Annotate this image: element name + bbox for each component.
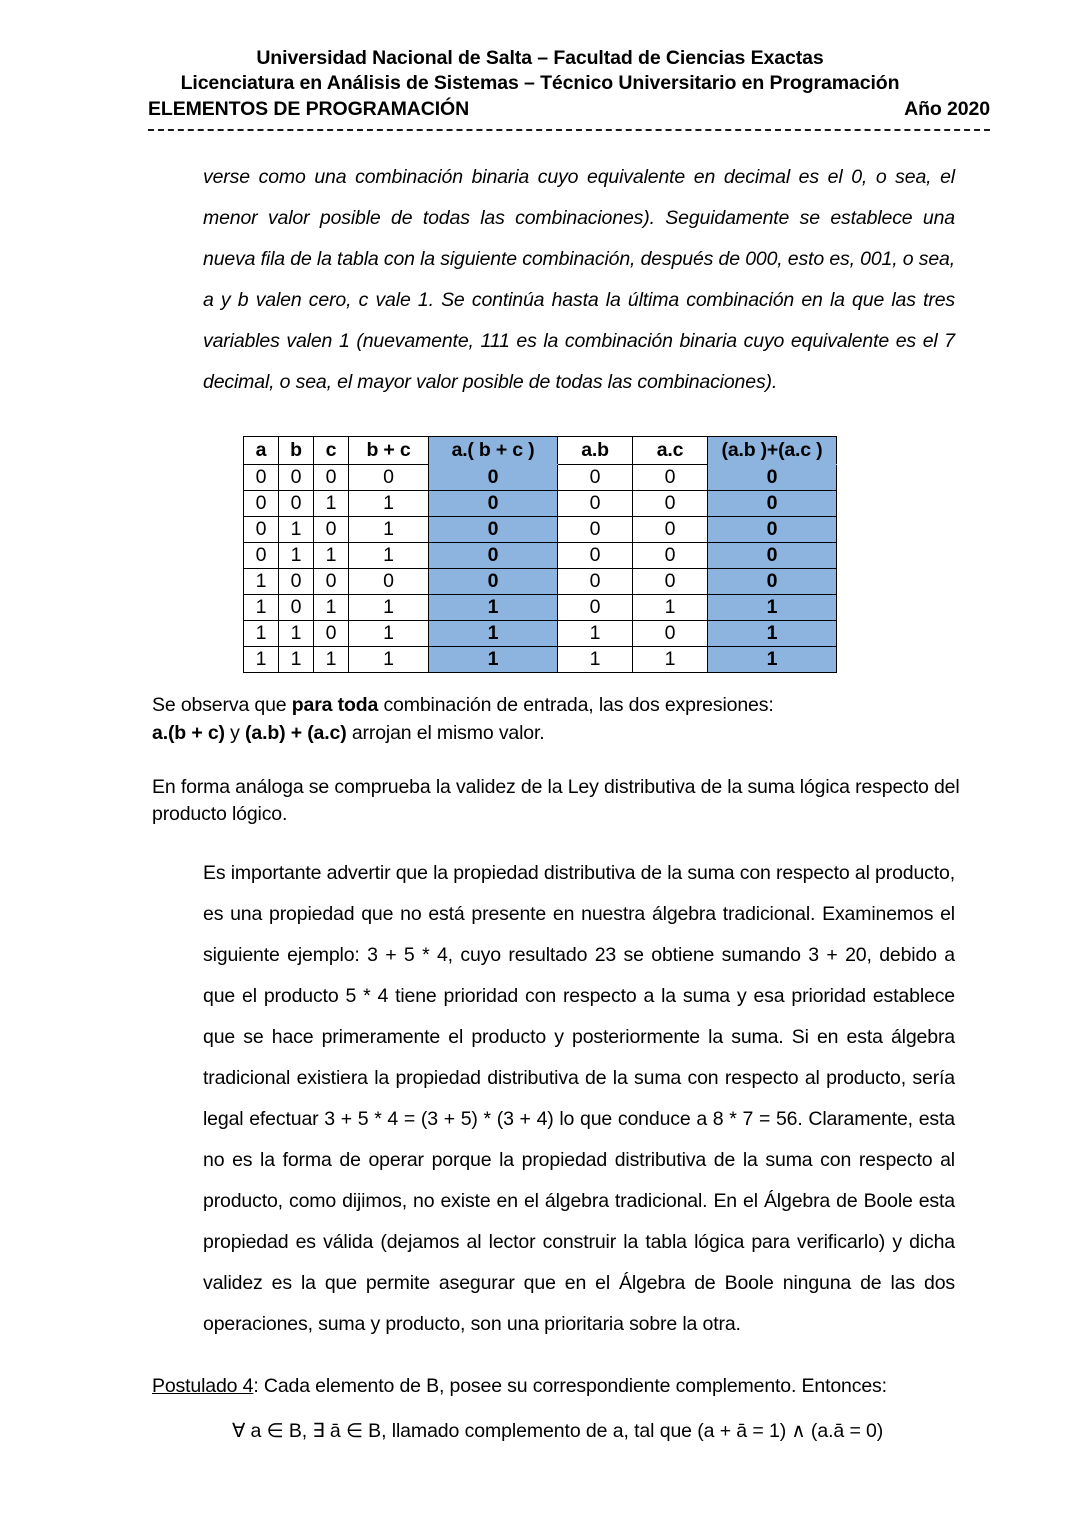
col-header-c: c <box>314 437 349 465</box>
col-header-ac: a.c <box>633 437 708 465</box>
cell-c: 1 <box>314 595 349 621</box>
cell-c: 0 <box>314 569 349 595</box>
cell-a-times-b-plus-c: 0 <box>429 569 558 595</box>
cell-ac: 0 <box>633 465 708 491</box>
table-row <box>244 543 837 569</box>
cell-ab-plus-ac: 0 <box>708 569 837 595</box>
cell-a-times-b-plus-c: 1 <box>429 595 558 621</box>
cell-a: 1 <box>244 569 279 595</box>
cell-a: 1 <box>244 595 279 621</box>
cell-ac: 0 <box>633 543 708 569</box>
cell-a: 0 <box>244 491 279 517</box>
intro-paragraph: verse como una combinación binaria cuyo equivalente en decimal es el 0, o sea, el menor valor posible de todas las combinaciones). Seguidamente se establece una nueva fila de la tabla con la siguiente combinación, después de 000, esto es, 001, o sea, a y b valen cero, c vale 1. Se continúa hasta la última combinación en la que las tres variables valen 1 (nuevamente, 111 es la combinación binaria cuyo equivalente es el 7 decimal, o sea, el mayor valor posible de todas las combinaciones). <box>203 166 956 393</box>
table-row <box>244 491 837 517</box>
cell-a-times-b-plus-c: 1 <box>429 647 558 673</box>
cell-a: 1 <box>244 647 279 673</box>
table-row <box>244 517 837 543</box>
cell-b-plus-c: 0 <box>349 465 429 491</box>
table-row <box>244 595 837 621</box>
cell-ab-plus-ac: 1 <box>708 647 837 673</box>
truth-table-head <box>244 437 837 465</box>
cell-c: 1 <box>314 491 349 517</box>
cell-c: 0 <box>314 465 349 491</box>
subject-title: ELEMENTOS DE PROGRAMACIÓN <box>148 98 470 120</box>
cell-ab-plus-ac: 0 <box>708 517 837 543</box>
table-row <box>244 569 837 595</box>
header-divider <box>148 129 990 131</box>
observation-text-3: y <box>224 722 246 744</box>
cell-b-plus-c: 1 <box>349 491 429 517</box>
cell-a: 0 <box>244 543 279 569</box>
cell-b: 0 <box>279 465 314 491</box>
table-row <box>244 465 837 491</box>
cell-b: 0 <box>279 595 314 621</box>
truth-table-container <box>0 436 1080 673</box>
observation-text-2: combinación de entrada, las dos expresiones: <box>378 694 774 716</box>
cell-a: 0 <box>244 465 279 491</box>
cell-b-plus-c: 1 <box>349 621 429 647</box>
cell-ab-plus-ac: 1 <box>708 621 837 647</box>
cell-ac: 1 <box>633 595 708 621</box>
cell-a-times-b-plus-c: 0 <box>429 543 558 569</box>
cell-ab: 0 <box>558 543 633 569</box>
cell-b: 0 <box>279 569 314 595</box>
cell-ab: 1 <box>558 647 633 673</box>
cell-ab: 1 <box>558 621 633 647</box>
postulate-text: : Cada elemento de B, posee su correspondiente complemento. Entonces: <box>253 1375 887 1397</box>
cell-b: 1 <box>279 647 314 673</box>
cell-ab-plus-ac: 0 <box>708 543 837 569</box>
cell-a: 0 <box>244 517 279 543</box>
cell-ab: 0 <box>558 465 633 491</box>
table-header-row <box>244 437 837 465</box>
cell-ac: 0 <box>633 517 708 543</box>
document-header <box>0 0 1080 131</box>
cell-b: 1 <box>279 543 314 569</box>
cell-b-plus-c: 1 <box>349 595 429 621</box>
cell-ab: 0 <box>558 595 633 621</box>
col-header-b: b <box>279 437 314 465</box>
observation-paragraph <box>152 691 990 747</box>
observation-text-1: Se observa que <box>152 694 292 716</box>
observation-text-4: arrojan el mismo valor. <box>346 722 545 744</box>
cell-c: 0 <box>314 517 349 543</box>
observation-bold-1: para toda <box>291 694 379 716</box>
cell-ab: 0 <box>558 569 633 595</box>
col-header-ab: a.b <box>558 437 633 465</box>
cell-ab: 0 <box>558 517 633 543</box>
cell-c: 0 <box>314 621 349 647</box>
cell-c: 1 <box>314 543 349 569</box>
table-row <box>244 647 837 673</box>
important-paragraph: Es importante advertir que la propiedad distributiva de la suma con respecto al producto, es una propiedad que no está presente en nuestra álgebra tradicional. Examinemos el siguiente ejemplo: 3 + 5 * 4, cuyo resultado 23 se obtiene sumando 3 + 20, debido a que el producto 5 * 4 tiene prioridad con respecto a la suma y esa prioridad establece que se hace primeramente el producto y posteriormente la suma. Si en esta álgebra tradicional existiera la propiedad distributiva de la suma con respecto al producto, sería legal efectuar 3 + 5 * 4 = (3 + 5) * (3 + 4) lo que conduce a 8 * 7 = 56. Claramente, esta no es la forma de operar porque la propiedad distributiva de la suma con respecto al producto, como dijimos, no existe en el álgebra tradicional. En el Álgebra de Boole esta propiedad es válida (dejamos al lector construir la tabla lógica para verificarlo) y dicha validez es la que permite asegurar que en el Álgebra de Boole ninguna de las dos operaciones, suma y producto, son una prioritaria sobre la otra. <box>203 862 955 1335</box>
truth-table <box>243 436 837 673</box>
col-header-a: a <box>244 437 279 465</box>
col-header-ab-plus-ac: (a.b )+(a.c ) <box>708 437 837 465</box>
cell-ac: 1 <box>633 647 708 673</box>
postulate-paragraph <box>152 1373 990 1400</box>
cell-b-plus-c: 1 <box>349 647 429 673</box>
analogous-paragraph: En forma análoga se comprueba la validez de la Ley distributiva de la suma lógica respecto del producto lógico. <box>152 776 960 825</box>
cell-b: 1 <box>279 517 314 543</box>
cell-a-times-b-plus-c: 0 <box>429 465 558 491</box>
col-header-b-plus-c: b + c <box>349 437 429 465</box>
cell-a-times-b-plus-c: 0 <box>429 491 558 517</box>
university-title: Universidad Nacional de Salta – Facultad de Ciencias Exactas <box>256 47 824 69</box>
cell-b-plus-c: 1 <box>349 517 429 543</box>
postulate-label: Postulado 4 <box>152 1375 254 1397</box>
cell-b: 0 <box>279 491 314 517</box>
cell-ac: 0 <box>633 491 708 517</box>
truth-table-body <box>244 465 837 673</box>
cell-ab-plus-ac: 0 <box>708 491 837 517</box>
table-row <box>244 621 837 647</box>
program-title: Licenciatura en Análisis de Sistemas – Técnico Universitario en Programación <box>180 72 900 94</box>
cell-ac: 0 <box>633 621 708 647</box>
cell-a-times-b-plus-c: 1 <box>429 621 558 647</box>
cell-a: 1 <box>244 621 279 647</box>
year-label: Año 2020 <box>904 98 990 120</box>
observation-bold-3: (a.b) + (a.c) <box>245 722 347 744</box>
observation-bold-2: a.(b + c) <box>152 722 225 744</box>
postulate-formula: ∀ a ∈ B, ∃ ā ∈ B, llamado complemento de a, tal que (a + ā = 1) ∧ (a.ā = 0) <box>232 1420 884 1442</box>
cell-a-times-b-plus-c: 0 <box>429 517 558 543</box>
cell-ac: 0 <box>633 569 708 595</box>
cell-ab: 0 <box>558 491 633 517</box>
cell-c: 1 <box>314 647 349 673</box>
cell-ab-plus-ac: 1 <box>708 595 837 621</box>
cell-b-plus-c: 0 <box>349 569 429 595</box>
cell-b: 1 <box>279 621 314 647</box>
subject-year-row <box>0 96 1080 123</box>
col-header-a-times-b-plus-c: a.( b + c ) <box>429 437 558 465</box>
cell-b-plus-c: 1 <box>349 543 429 569</box>
cell-ab-plus-ac: 0 <box>708 465 837 491</box>
